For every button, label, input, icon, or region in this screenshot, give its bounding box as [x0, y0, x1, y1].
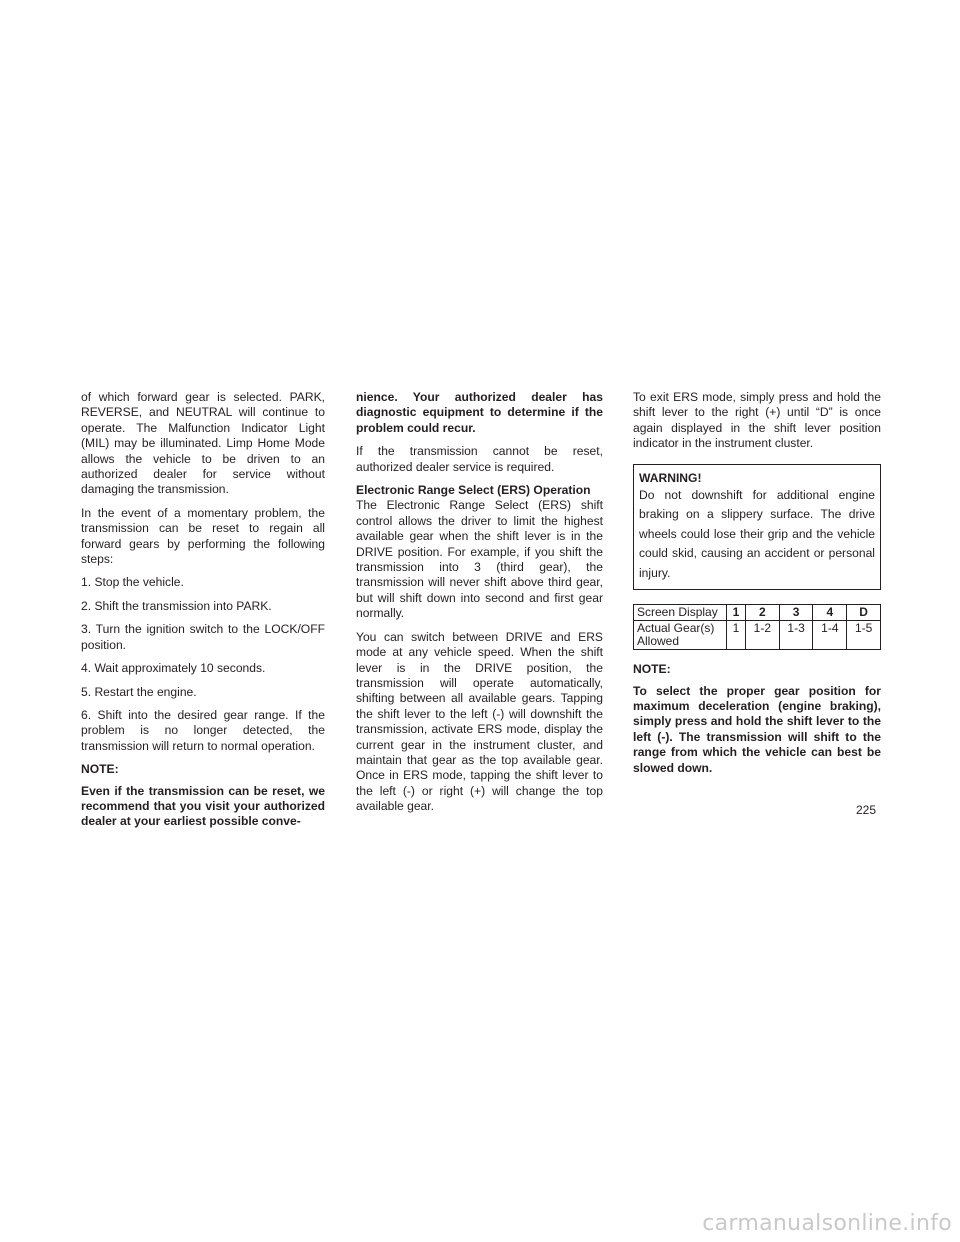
step-3: 3. Turn the ignition switch to the LOCK/OFF position.: [81, 622, 325, 652]
note-label: NOTE:: [81, 762, 119, 777]
step-6: 6. Shift into the desired gear range. If the problem is no longer detected, the transmission will return to normal operation.: [81, 707, 325, 753]
step-5: 5. Restart the engine.: [81, 684, 197, 699]
warning-text: Do not downshift for additional engine braking on a slippery surface. The drive wheels could lose their grip and the vehicle could skid, causing an accident or personal injury.: [639, 487, 875, 580]
warning-title: WARNING!: [639, 470, 702, 485]
note-text-start: Even if the transmission can be reset, we recommend that you visit your authorized dealer at your earliest possible conve-: [81, 783, 325, 829]
table-header-cell: D: [847, 605, 881, 621]
table-row-label: Screen Display: [634, 605, 727, 621]
page-number: 225: [856, 803, 877, 817]
warning-box: [633, 464, 881, 591]
table-cell: 1-2: [745, 621, 779, 650]
ers-switch-paragraph: You can switch between DRIVE and ERS mode at any vehicle speed. When the shift lever is in the DRIVE position, the transmission will operate automatically, shifting between all available gears. Tapping the shift lever to the left (-) will downshift the transmission, activate ERS mode, display the current gear in the instrument cluster, and maintain that gear as the top available gear. Once in ERS mode, tapping the shift lever to the left (-) or right (+) will change the top available gear.: [356, 629, 603, 814]
table-cell: 1-4: [813, 621, 847, 650]
reset-failed-paragraph: If the transmission cannot be reset, authorized dealer service is required.: [356, 444, 603, 474]
note-label: NOTE:: [633, 662, 671, 677]
table-cell: 1-3: [779, 621, 813, 650]
exit-ers-paragraph: To exit ERS mode, simply press and hold the shift lever to the right (+) until “D” is once again displayed in the shift lever position indicator in the instrument cluster.: [633, 390, 881, 451]
ers-description-paragraph: The Electronic Range Select (ERS) shift control allows the driver to limit the highest available gear when the shift lever is in the DRIVE position. For example, if you shift the transmission into 3 (third gear), the transmission will never shift above third gear, but will shift down into second and first gear normally.: [356, 498, 603, 621]
note-text-end: nience. Your authorized dealer has diagnostic equipment to determine if the problem could recur.: [356, 390, 603, 435]
column-1: [81, 390, 325, 838]
watermark: carmanualsonline.info: [702, 1211, 952, 1236]
column-3: [633, 390, 881, 784]
limp-home-paragraph: of which forward gear is selected. PARK, REVERSE, and NEUTRAL will continue to operate. The Malfunction Indicator Light (MIL) may be illuminated. Limp Home Mode allows the vehicle to be driven to an authorized dealer for service without damaging the transmission.: [81, 390, 325, 497]
table-cell: 1: [727, 621, 746, 650]
reset-intro-paragraph: In the event of a momentary problem, the transmission can be reset to regain all forward gears by performing the following steps:: [81, 505, 325, 567]
table-row-label: Actual Gear(s) Allowed: [634, 621, 727, 650]
column-2: [356, 390, 603, 823]
ers-heading: Electronic Range Select (ERS) Operation: [356, 483, 591, 498]
step-2: 2. Shift the transmission into PARK.: [81, 598, 272, 613]
table-cell: 1-5: [847, 621, 881, 650]
step-1: 1. Stop the vehicle.: [81, 575, 184, 590]
table-header-cell: 3: [779, 605, 813, 621]
table-header-cell: 2: [745, 605, 779, 621]
table-header-cell: 1: [727, 605, 746, 621]
table-row: [634, 621, 881, 650]
step-4: 4. Wait approximately 10 seconds.: [81, 661, 266, 676]
gear-table: [633, 604, 881, 650]
note-text: To select the proper gear position for maximum deceleration (engine braking), simply press and hold the shift lever to the left (-). The transmission will shift to the range from which the vehicle can best be slowed down.: [633, 683, 881, 775]
table-row: [634, 605, 881, 621]
table-header-cell: 4: [813, 605, 847, 621]
